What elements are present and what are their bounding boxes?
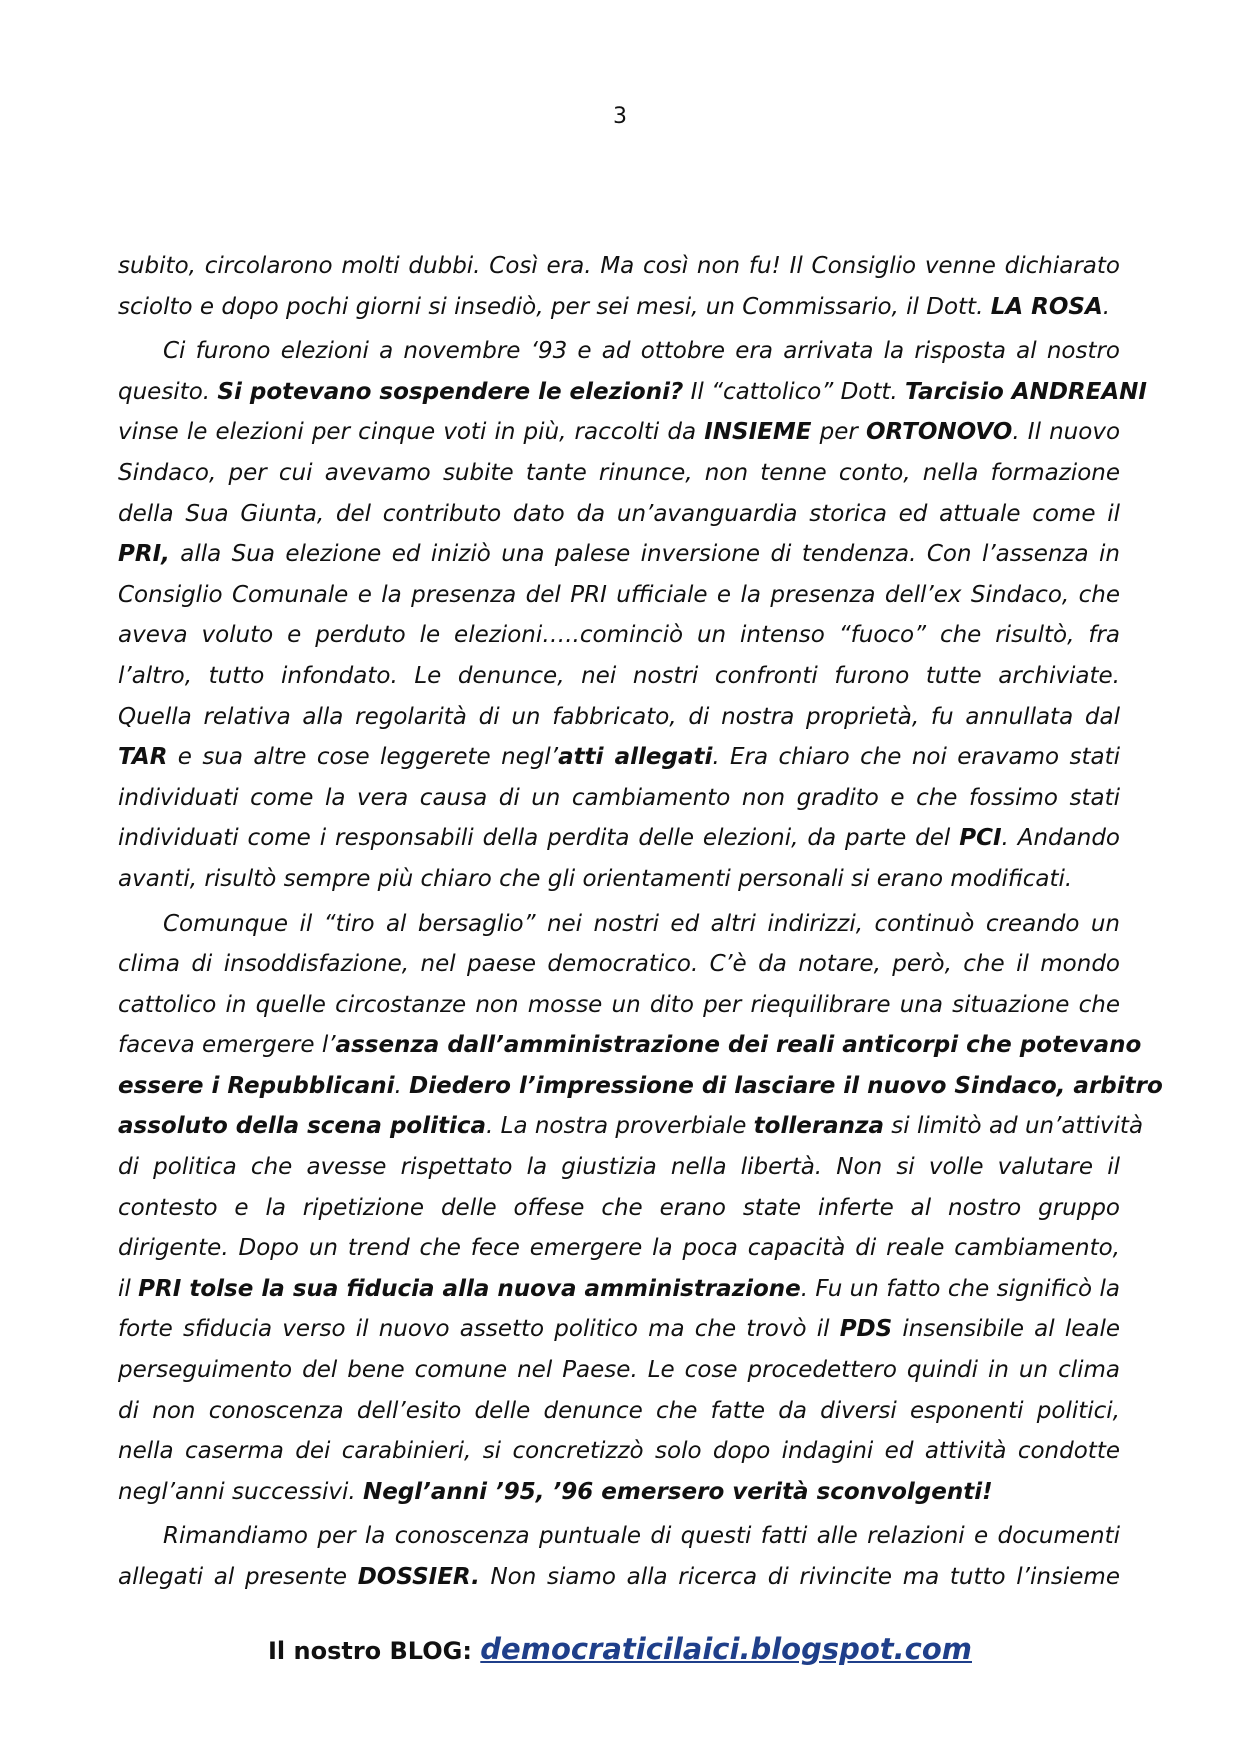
text-run: forte sfiducia verso il nuovo assetto politico ma che trovò il	[118, 1316, 840, 1343]
paragraph	[118, 904, 1163, 1513]
bold-text: DOSSIER.	[357, 1564, 480, 1590]
text-line	[118, 1147, 1120, 1188]
text-run: nella caserma dei carabinieri, si concretizzò solo dopo indagini ed attività condotte	[118, 1438, 1120, 1465]
text-run: Il “cattolico” Dott.	[683, 378, 906, 405]
text-run: Non siamo alla ricerca di rivincite ma tutto l’insieme	[479, 1564, 1120, 1590]
document-body	[118, 246, 1163, 1602]
paragraph	[118, 1516, 1120, 1597]
text-run: sciolto e dopo pochi giorni si insediò, per sei mesi, un Commissario, il Dott.	[118, 293, 991, 320]
text-run: allegati al presente	[118, 1564, 358, 1590]
text-line	[118, 615, 1120, 656]
bold-text: tolleranza	[753, 1113, 884, 1140]
text-run: quesito.	[118, 378, 218, 405]
text-run: .	[394, 1072, 410, 1099]
text-line	[118, 287, 1120, 328]
text-run: .	[1102, 293, 1111, 320]
bold-text: Si potevano sospendere le elezioni?	[217, 378, 684, 405]
bold-text: PRI,	[118, 541, 170, 568]
text-line	[118, 1188, 1120, 1229]
text-line	[118, 1228, 1120, 1269]
text-line	[118, 1309, 1120, 1350]
text-run: dirigente. Dopo un trend che fece emergere la poca capacità di reale cambiamento,	[118, 1235, 1120, 1262]
text-run: per	[811, 419, 866, 446]
bold-text: essere i Repubblicani	[118, 1072, 395, 1099]
text-line	[118, 1025, 1142, 1066]
bold-text: PCI	[959, 825, 1002, 852]
bold-text: INSIEME	[704, 419, 812, 446]
text-line	[118, 1557, 1120, 1598]
bold-text: assoluto della scena politica	[118, 1113, 487, 1140]
footer	[0, 1632, 1240, 1666]
bold-text: Tarcisio ANDREANI	[905, 378, 1147, 405]
text-run: Ci furono elezioni a novembre ‘93 e ad ottobre era arrivata la risposta al nostro	[163, 338, 1120, 365]
text-run: aveva voluto e perduto le elezioni…..cominciò un intenso “fuoco” che risultò, fra	[118, 622, 1120, 649]
text-line	[118, 818, 1120, 859]
text-run: vinse le elezioni per cinque voti in più, raccolti da	[118, 419, 705, 446]
page-number: 3	[613, 104, 627, 129]
bold-text: PDS	[839, 1316, 893, 1343]
text-run: cattolico in quelle circostanze non mosse un dito per riequilibrare una situazione che	[118, 991, 1120, 1018]
text-run: . Fu un fatto che significò la	[800, 1275, 1120, 1302]
text-run: negl’anni successivi.	[118, 1478, 363, 1505]
bold-text: assenza dall’amministrazione dei reali anticorpi che potevano	[335, 1032, 1142, 1059]
text-line	[118, 412, 1120, 453]
blog-link[interactable]: democraticilaici.blogspot.com	[480, 1632, 972, 1666]
text-run: . Il nuovo	[1012, 419, 1121, 446]
text-run: Quella relativa alla regolarità di un fabbricato, di nostra proprietà, fu annullata dal	[118, 703, 1120, 730]
text-run: clima di insoddisfazione, nel paese democratico. C’è da notare, però, che il mondo	[118, 951, 1120, 978]
text-line	[118, 656, 1120, 697]
text-line	[118, 737, 1120, 778]
bold-text: Diedero l’impressione di lasciare il nuovo Sindaco, arbitro	[409, 1072, 1163, 1099]
text-line	[118, 1066, 1163, 1107]
bold-text: Negl’anni ’95, ’96 emersero verità sconvolgenti!	[362, 1478, 993, 1505]
text-run: della Sua Giunta, del contributo dato da un’avanguardia storica ed attuale come il	[118, 500, 1120, 527]
text-run: Comunque il “tiro al bersaglio” nei nostri ed altri indirizzi, continuò creando un	[163, 910, 1120, 937]
text-line	[118, 1391, 1120, 1432]
bold-text: atti allegati	[558, 744, 713, 771]
text-run: di non conoscenza dell’esito delle denunce che fatte da diversi esponenti politici,	[118, 1397, 1120, 1424]
bold-text: PRI tolse la sua fiducia alla nuova amministrazione	[138, 1275, 801, 1302]
text-line	[118, 453, 1120, 494]
paragraph	[118, 331, 1147, 899]
text-run: Consiglio Comunale e la presenza del PRI ufficiale e la presenza dell’ex Sindaco, che	[118, 581, 1120, 608]
text-line	[118, 1106, 1144, 1147]
paragraph	[118, 246, 1120, 327]
text-run: e sua altre cose leggerete negl’	[167, 744, 559, 771]
text-line	[118, 985, 1120, 1026]
text-line	[118, 1516, 1120, 1557]
text-line	[118, 697, 1120, 738]
text-line	[118, 1431, 1120, 1472]
text-line	[118, 1350, 1120, 1391]
text-run: perseguimento del bene comune nel Paese. Le cose procedettero quindi in un clima	[118, 1357, 1120, 1384]
text-run: avanti, risultò sempre più chiaro che gli orientamenti personali si erano modificati.	[118, 865, 1073, 892]
text-run: individuati come la vera causa di un cambiamento non gradito e che fossimo stati	[118, 784, 1120, 811]
text-run: di politica che avesse rispettato la giustizia nella libertà. Non si volle valutare il	[118, 1154, 1120, 1181]
text-line	[118, 1472, 1120, 1513]
text-run: si limitò ad un’attività	[883, 1113, 1144, 1140]
text-run: . Andando	[1001, 825, 1120, 852]
text-line	[118, 534, 1120, 575]
text-run: alla Sua elezione ed iniziò una palese inversione di tendenza. Con l’assenza in	[169, 541, 1120, 568]
text-line	[118, 859, 1120, 900]
text-run: contesto e la ripetizione delle offese che erano state inferte al nostro gruppo	[118, 1194, 1120, 1221]
bold-text: TAR	[118, 744, 168, 771]
text-run: . Era chiaro che noi eravamo stati	[712, 744, 1121, 771]
bold-text: ORTONOVO	[865, 419, 1013, 446]
text-line	[118, 372, 1147, 413]
text-run: faceva emergere l’	[118, 1032, 336, 1059]
text-run: l’altro, tutto infondato. Le denunce, nei nostri confronti furono tutte archiviate.	[118, 662, 1120, 689]
text-run: insensibile al leale	[892, 1316, 1120, 1343]
text-line	[118, 575, 1120, 616]
text-line	[118, 1269, 1120, 1310]
text-line	[118, 246, 1120, 287]
text-line	[118, 904, 1120, 945]
text-line	[118, 944, 1120, 985]
text-run: . La nostra proverbiale	[486, 1113, 754, 1140]
text-run: individuati come i responsabili della perdita delle elezioni, da parte del	[118, 825, 960, 852]
text-line	[118, 331, 1120, 372]
text-run: subito, circolarono molti dubbi. Così era. Ma così non fu! Il Consiglio venne dichiarato	[118, 253, 1120, 279]
text-line	[118, 778, 1120, 819]
bold-text: LA ROSA	[990, 293, 1103, 320]
text-run: Sindaco, per cui avevamo subite tante rinunce, non tenne conto, nella formazione	[118, 459, 1120, 486]
text-run: il	[118, 1275, 139, 1302]
footer-label: Il nostro BLOG:	[267, 1637, 481, 1665]
text-line	[118, 494, 1120, 535]
text-run: Rimandiamo per la conoscenza puntuale di questi fatti alle relazioni e documenti	[163, 1523, 1120, 1550]
